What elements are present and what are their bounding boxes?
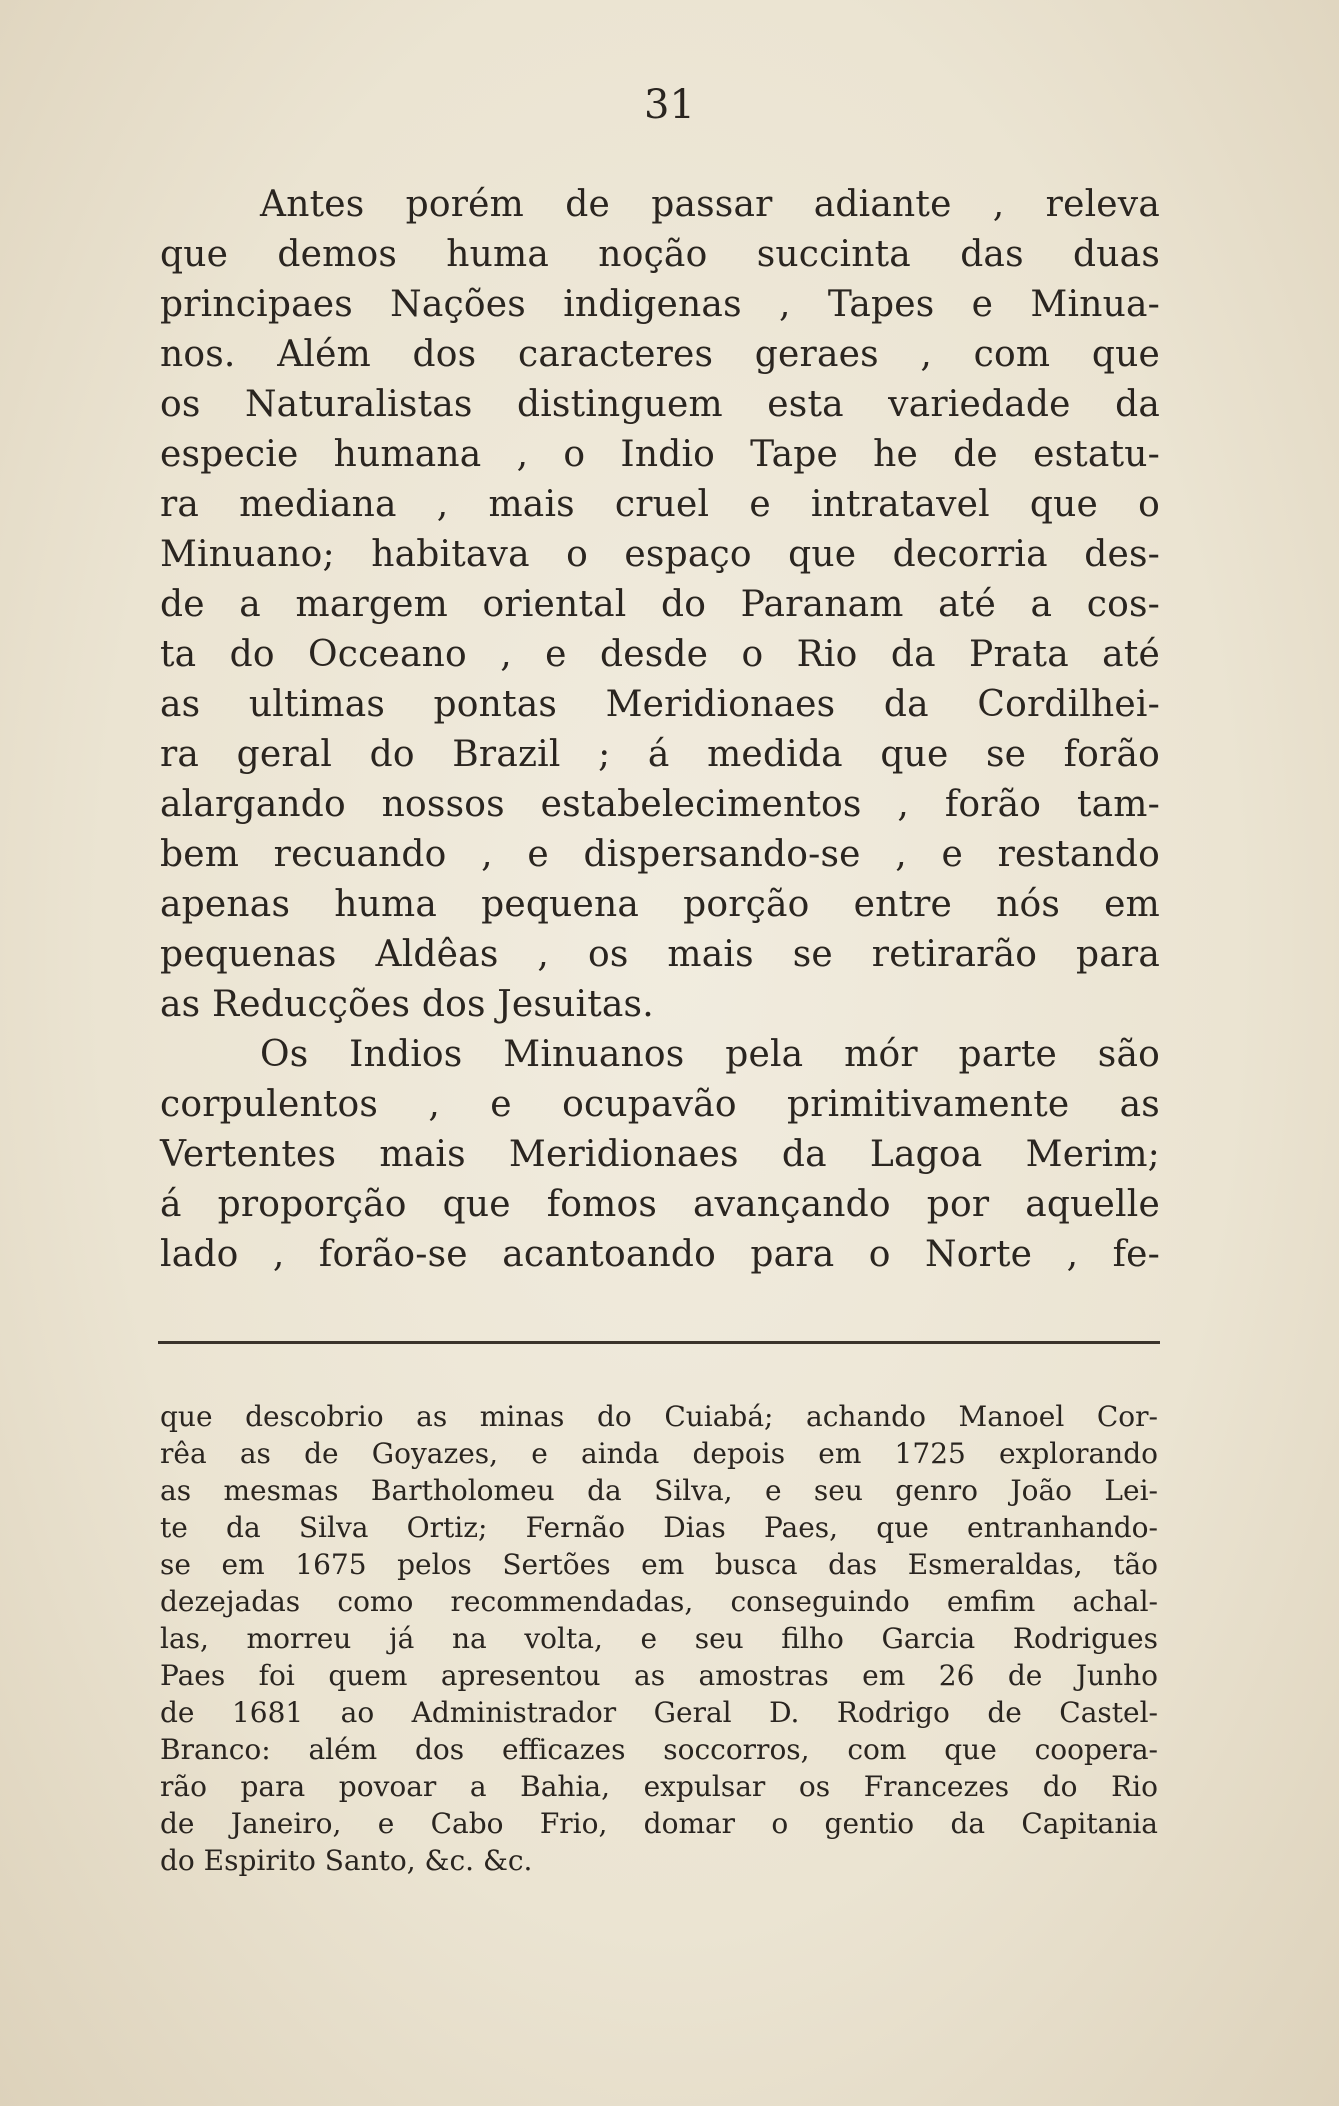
text-line: de a margem oriental do Paranam até a cos- xyxy=(160,584,1160,625)
text-line: lado , forão-se acantoando para o Norte , fe- xyxy=(160,1234,1160,1275)
footnote-line: dezejadas como recommendadas, conseguindo emfim achal- xyxy=(160,1585,1158,1618)
footnote-line: rêa as de Goyazes, e ainda depois em 1725 explorando xyxy=(160,1437,1158,1470)
main-text xyxy=(160,180,1160,1280)
text-line: Os Indios Minuanos pela mór parte são xyxy=(260,1034,1160,1075)
footnote-line: rão para povoar a Bahia, expulsar os Francezes do Rio xyxy=(160,1770,1158,1803)
footnote-line: Paes foi quem apresentou as amostras em 26 de Junho xyxy=(160,1659,1158,1692)
text-line: bem recuando , e dispersando-se , e restando xyxy=(160,834,1160,875)
text-line: ra mediana , mais cruel e intratavel que o xyxy=(160,484,1160,525)
text-line: especie humana , o Indio Tape he de estatu- xyxy=(160,434,1160,475)
footnote-line: do Espirito Santo, &c. &c. xyxy=(160,1844,533,1877)
text-line: nos. Além dos caracteres geraes , com que xyxy=(160,334,1160,375)
text-line: as ultimas pontas Meridionaes da Cordilhei- xyxy=(160,684,1160,725)
footnote-line: de Janeiro, e Cabo Frio, domar o gentio da Capitania xyxy=(160,1807,1158,1840)
footnote-line: que descobrio as minas do Cuiabá; achando Manoel Cor- xyxy=(160,1400,1158,1433)
text-line: que demos huma noção succinta das duas xyxy=(160,234,1160,275)
text-line: pequenas Aldêas , os mais se retirarão para xyxy=(160,934,1160,975)
footnote-line: te da Silva Ortiz; Fernão Dias Paes, que entranhando- xyxy=(160,1511,1158,1544)
text-line: as Reducções dos Jesuitas. xyxy=(160,984,654,1025)
text-line: os Naturalistas distinguem esta variedade da xyxy=(160,384,1160,425)
text-line: Minuano; habitava o espaço que decorria des- xyxy=(160,534,1160,575)
page-number: 31 xyxy=(644,82,695,128)
footnote xyxy=(160,1398,1158,1879)
text-line: ra geral do Brazil ; á medida que se forão xyxy=(160,734,1160,775)
footnote-line: se em 1675 pelos Sertões em busca das Esmeraldas, tão xyxy=(160,1548,1158,1581)
footnote-divider xyxy=(158,1341,1160,1344)
footnote-line: las, morreu já na volta, e seu filho Garcia Rodrigues xyxy=(160,1622,1158,1655)
footnote-line: de 1681 ao Administrador Geral D. Rodrigo de Castel- xyxy=(160,1696,1158,1729)
text-line: alargando nossos estabelecimentos , forão tam- xyxy=(160,784,1160,825)
text-line: apenas huma pequena porção entre nós em xyxy=(160,884,1160,925)
text-line: principaes Nações indigenas , Tapes e Minua- xyxy=(160,284,1160,325)
footnote-line: as mesmas Bartholomeu da Silva, e seu genro João Lei- xyxy=(160,1474,1158,1507)
text-line: ta do Occeano , e desde o Rio da Prata até xyxy=(160,634,1160,675)
footnote-line: Branco: além dos efficazes soccorros, com que coopera- xyxy=(160,1733,1158,1766)
text-line: Vertentes mais Meridionaes da Lagoa Merim; xyxy=(160,1134,1160,1175)
text-line: corpulentos , e ocupavão primitivamente as xyxy=(160,1084,1160,1125)
text-line: Antes porém de passar adiante , releva xyxy=(260,184,1160,225)
text-line: á proporção que fomos avançando por aquelle xyxy=(160,1184,1160,1225)
